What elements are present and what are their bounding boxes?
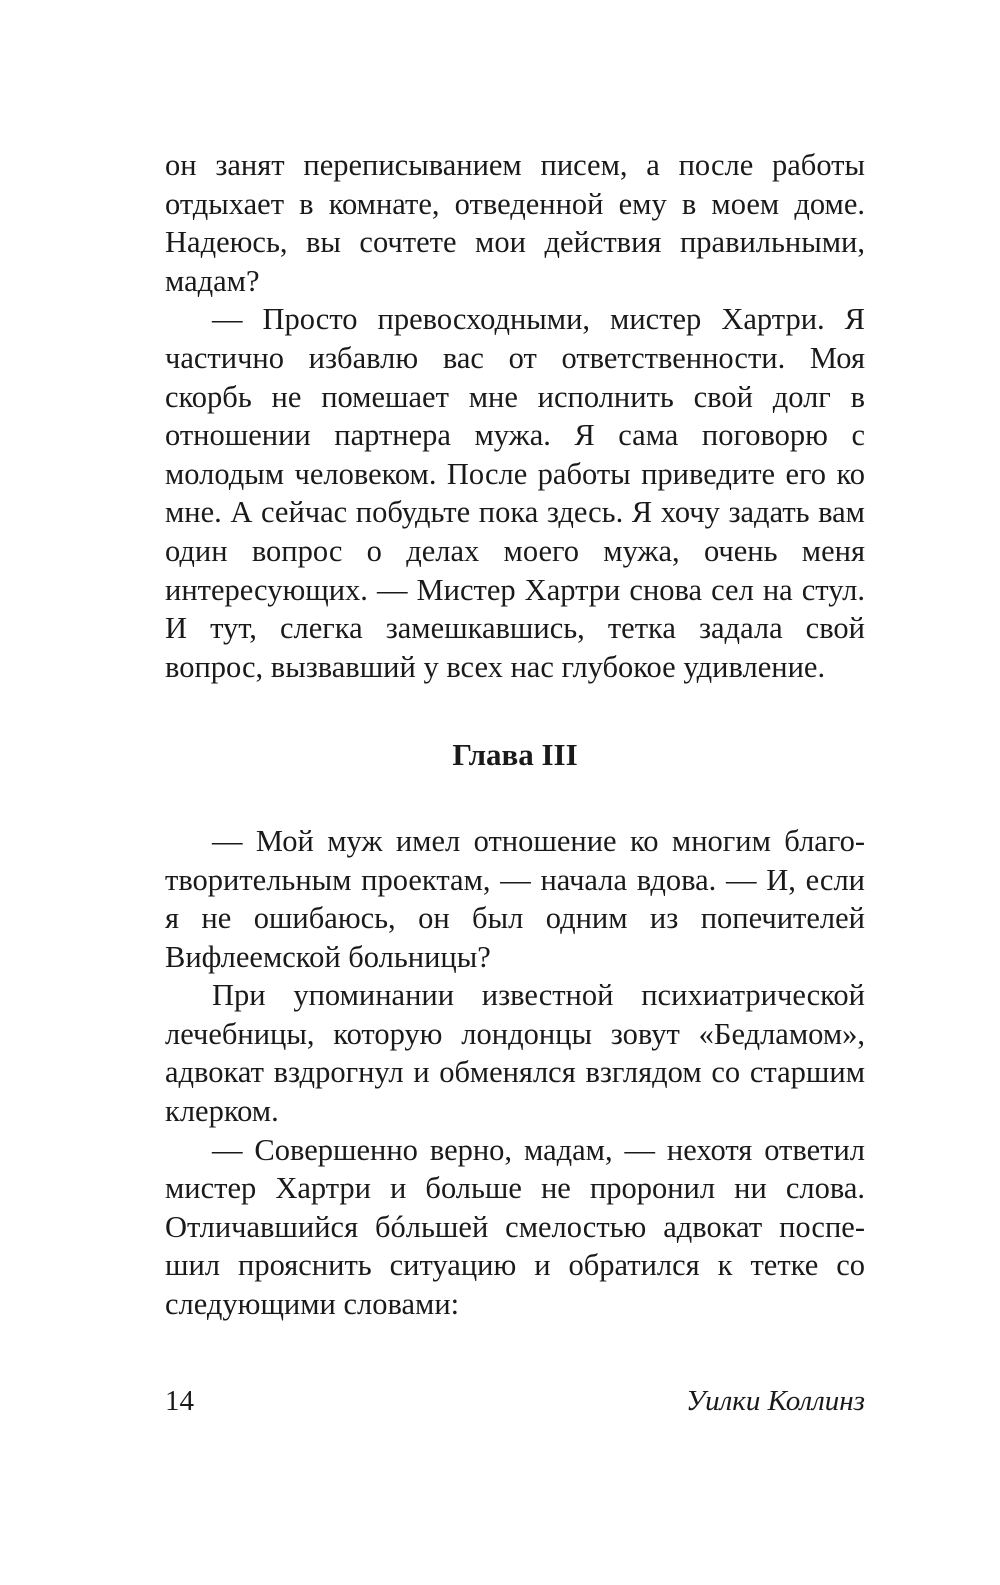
paragraph-lawyer-reply: — Совершенно верно, мадам, — нехотя ответил мистер Хартри и больше не проронил ни слова. Отличавшийся бóльшей смелостью адвокат поспешил прояснить ситуацию и обратился к тетке со следующими словами: [165,1132,865,1322]
page-footer [165,1385,865,1418]
paragraph-continuation: он занят переписыванием писем, а после работы отдыхает в комнате, отведенной ему в моем доме. Надеюсь, вы сочтете мои действия правильными, мадам? [165,148,865,298]
paragraph-dialogue-hartree: — Просто превосходными, мистер Хартри. Я частично избавлю вас от ответственности. Моя скорбь не помешает мне исполнить свой долг в отношении партнера мужа. Я сама поговорю с молодым человеком. После работы приведите его ко мне. А сейчас побудьте пока здесь. Я хочу задать вам один вопрос о делах моего мужа, очень меня интересующих. — Мистер Хартри снова сел на стул. И тут, слегка замешкавшись, тетка задала свой вопрос, вызвавший у всех нас глубокое удивление. [165,302,865,684]
chapter-title: Глава III [452,737,578,773]
paragraph-widow-question: — Мой муж имел отношение ко многим благотворительным проектам, — начала вдова. — И, если я не ошибаюсь, он был одним из попечителей Вифлеемской больницы? [165,823,865,974]
page-number: 14 [165,1385,194,1417]
paragraph-bedlam-mention: При упоминании известной психиатрической лечебницы, которую лондонцы зовут «Бедламом», адвокат вздрогнул и обменялся взглядом со старшим клерком. [165,978,865,1129]
page-body [165,146,865,1324]
author-name: Уилки Коллинз [686,1385,865,1417]
